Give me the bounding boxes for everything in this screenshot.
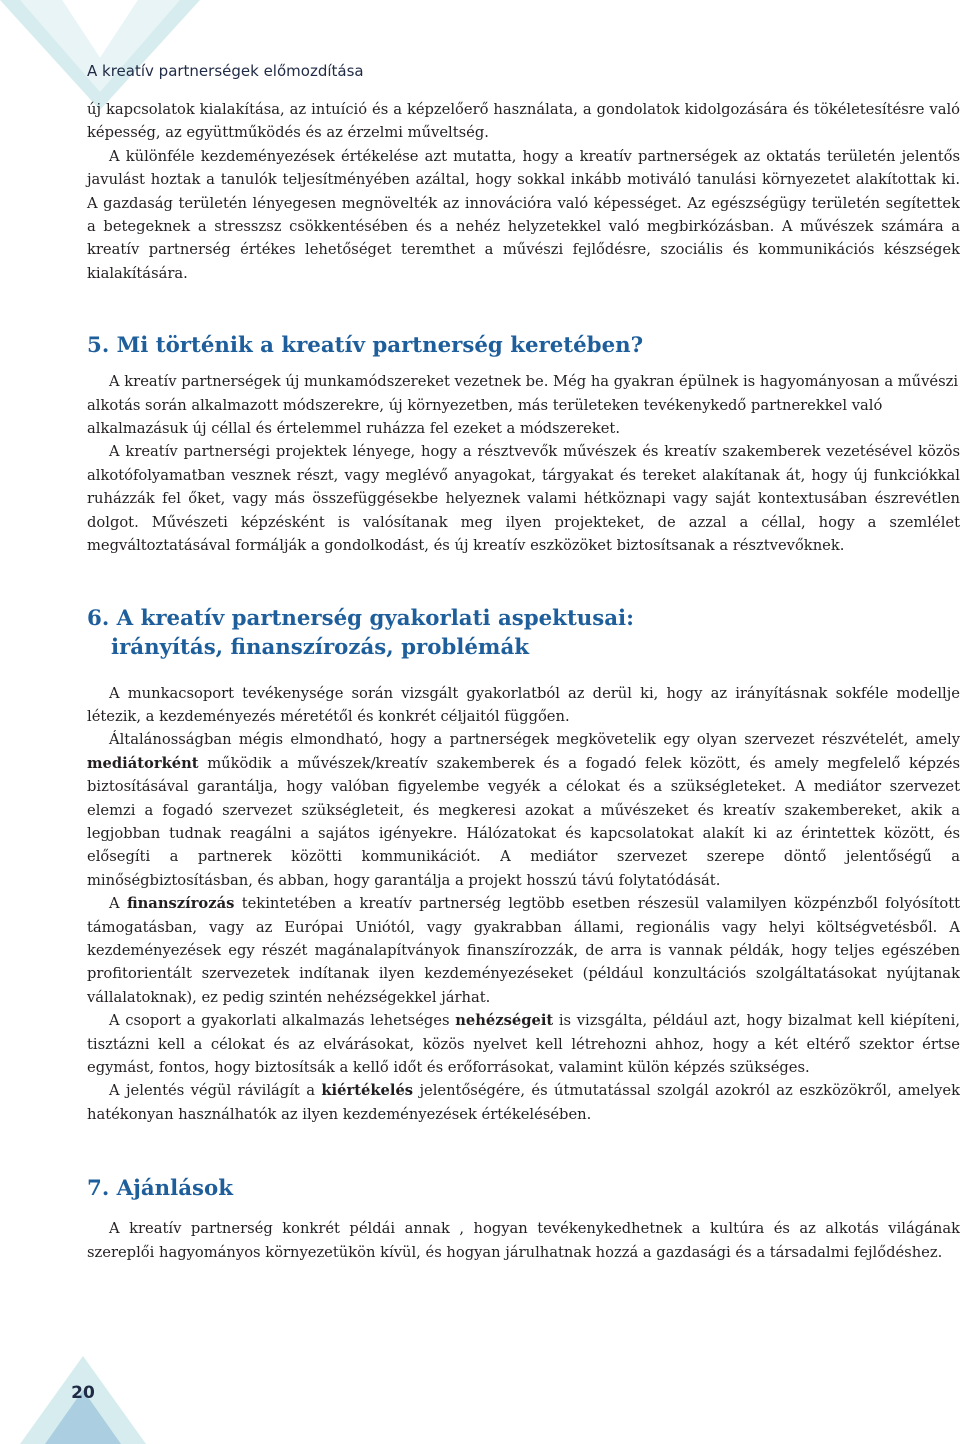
running-header: A kreatív partnerségek előmozdítása bbox=[87, 62, 364, 80]
section-6-paragraph-2 bbox=[87, 728, 960, 892]
section-7-heading: 7. Ajánlások bbox=[87, 1176, 234, 1202]
section-5-paragraph-2: A kreatív partnerségi projektek lényege, hogy a résztvevők művészek és kreatív szakemberek vezetésével közös alkotófolyamatban vesznek részt, vagy meglévő anyagokat, tárgyakat és tereket alakítanak át, hogy új funkciókkal ruházzák fel őket, vagy más összefüggésekbe helyeznek valami hétköznapi vagy saját kontextusában észrevétlen dolgot. Művészeti képzésként is valósítanak meg ilyen projekteket, de azzal a céllal, hogy a szemlélet megváltoztatásával formálják a gondolkodást, és új kreatív eszközöket biztosítsanak a résztvevőknek. bbox=[87, 443, 960, 555]
text-run: működik a művészek/kreatív szakemberek és a fogadó felek között, és amely megfelelő képzés biztosításával garantálja, hogy valóban figyelembe vegyék a célokat és a szükségleteket. A mediátor szervezet elemzi a fogadó szervezet szükségleteit, és megkeresi azokat a művészeket és kreatív szakembereket, akik a legjobban tudnak reagálni a sajátos igényekre. Hálózatokat és kapcsolatokat alakít ki az érintettek között, és elősegíti a partnerek közötti kommunikációt. A mediátor szervezet szerepe döntő jelentőségű a minőségbiztosításban, és abban, hogy garantálja a projekt hosszú távú folytatódását. bbox=[87, 754, 960, 889]
section-6-paragraph-1: A munkacsoport tevékenysége során vizsgált gyakorlatból az derül ki, hogy az irányításnak sokféle modellje létezik, a kezdeményezés méretétől és konkrét céljaitól függően. bbox=[87, 684, 960, 725]
section-6-heading-line-1: 6. A kreatív partnerség gyakorlati aspektusai: bbox=[87, 605, 635, 631]
text-run: tekintetében a kreatív partnerség legtöbb esetben részesül valamilyen közpénzből folyósított támogatásban, vagy az Európai Uniótól, vagy gyakrabban állami, regionális vagy helyi költségvetésből. A kezdeményezések egy részét magánalapítványok finanszírozzák, de arra is vannak példák, hogy teljes egészében profitorientált szervezetek indítanak ilyen kezdeményezéseket (például konzultációs szolgáltatásokat nyújtanak vállalatoknak), ez pedig szintén nehézségekkel járhat. bbox=[87, 895, 960, 1006]
emphasis-funding: finanszírozás bbox=[126, 895, 235, 913]
emphasis-mediator: mediátorként bbox=[87, 754, 199, 772]
text-run: A bbox=[109, 895, 127, 913]
section-5-paragraph-1: A kreatív partnerségek új munkamódszereket vezetnek be. Még ha gyakran épülnek is hagyományosan a művészi alkotás során alkalmazott módszerekre, új környezetben, más területeken tevékenykedő partnerekkel való alkalmazásuk új céllal és értelemmel ruházza fel ezeket a módszereket. bbox=[87, 373, 959, 438]
emphasis-difficulties: nehézségeit bbox=[455, 1012, 554, 1030]
section-6-heading bbox=[87, 604, 960, 662]
intro-paragraph-2: A különféle kezdeményezések értékelése azt mutatta, hogy a kreatív partnerségek az oktatás területén jelentős javulást hoztak a tanulók teljesítményében azáltal, hogy sokkal inkább motiváló tanulási környezetet alakítottak ki. A gazdaság területén lényegesen megnövelték az innovációra való képességet. Az egészségügy területén segítettek a betegeknek a stresszsz csökkentésében és a nehéz helyzetekkel való megbirkózásban. A művészek számára a kreatív partnerség értékes lehetőséget teremthet a művészi fejlődésre, szociális és kommunikációs készségek kialakítására. bbox=[87, 147, 960, 282]
text-run: jelentőségére, és útmutatással szolgál azokról az eszközökről, amelyek hatékonyan használhatók az ilyen kezdeményezések értékelésében. bbox=[87, 1082, 960, 1123]
section-5-heading: 5. Mi történik a kreatív partnerség keretében? bbox=[87, 333, 644, 359]
text-run: Általánosságban mégis elmondható, hogy a partnerségek megkövetelik egy olyan szervezet részvételét, amely bbox=[109, 731, 960, 749]
page-number: 20 bbox=[71, 1383, 95, 1403]
section-6-heading-line-2: irányítás, finanszírozás, problémák bbox=[111, 634, 530, 660]
text-run: A jelentés végül rávilágít a bbox=[109, 1082, 322, 1100]
text-run: is vizsgálta, például azt, hogy bizalmat kell kiépíteni, tisztázni kell a célokat és az elvárásokat, közös nyelvet kell létrehozni ahhoz, hogy a két eltérő szektor értse egymást, fontos, hogy biztosítsák a kellő időt és erőforrásokat, valamint külön képzés szükséges. bbox=[87, 1012, 960, 1076]
text-run: A csoport a gyakorlati alkalmazás lehetséges bbox=[109, 1012, 456, 1030]
header-decoration bbox=[0, 0, 200, 110]
intro-paragraph-1: új kapcsolatok kialakítása, az intuíció és a képzelőerő használata, a gondolatok kidolgozására és tökéletesítésre való képesség, az együttműködés és az érzelmi műveltség. bbox=[87, 101, 960, 142]
section-6-paragraph-4 bbox=[87, 1009, 960, 1079]
section-7-paragraph-1: A kreatív partnerség konkrét példái annak , hogyan tevékenykedhetnek a kultúra és az alkotás világának szereplői hagyományos környezetükön kívül, és hogyan járulhatnak hozzá a gazdasági és a társadalmi fejlődéshez. bbox=[87, 1220, 960, 1261]
section-6-paragraph-5 bbox=[87, 1079, 960, 1126]
section-6-paragraph-3 bbox=[87, 892, 960, 1009]
emphasis-evaluation: kiértékelés bbox=[321, 1082, 414, 1100]
page-content bbox=[87, 98, 960, 1264]
